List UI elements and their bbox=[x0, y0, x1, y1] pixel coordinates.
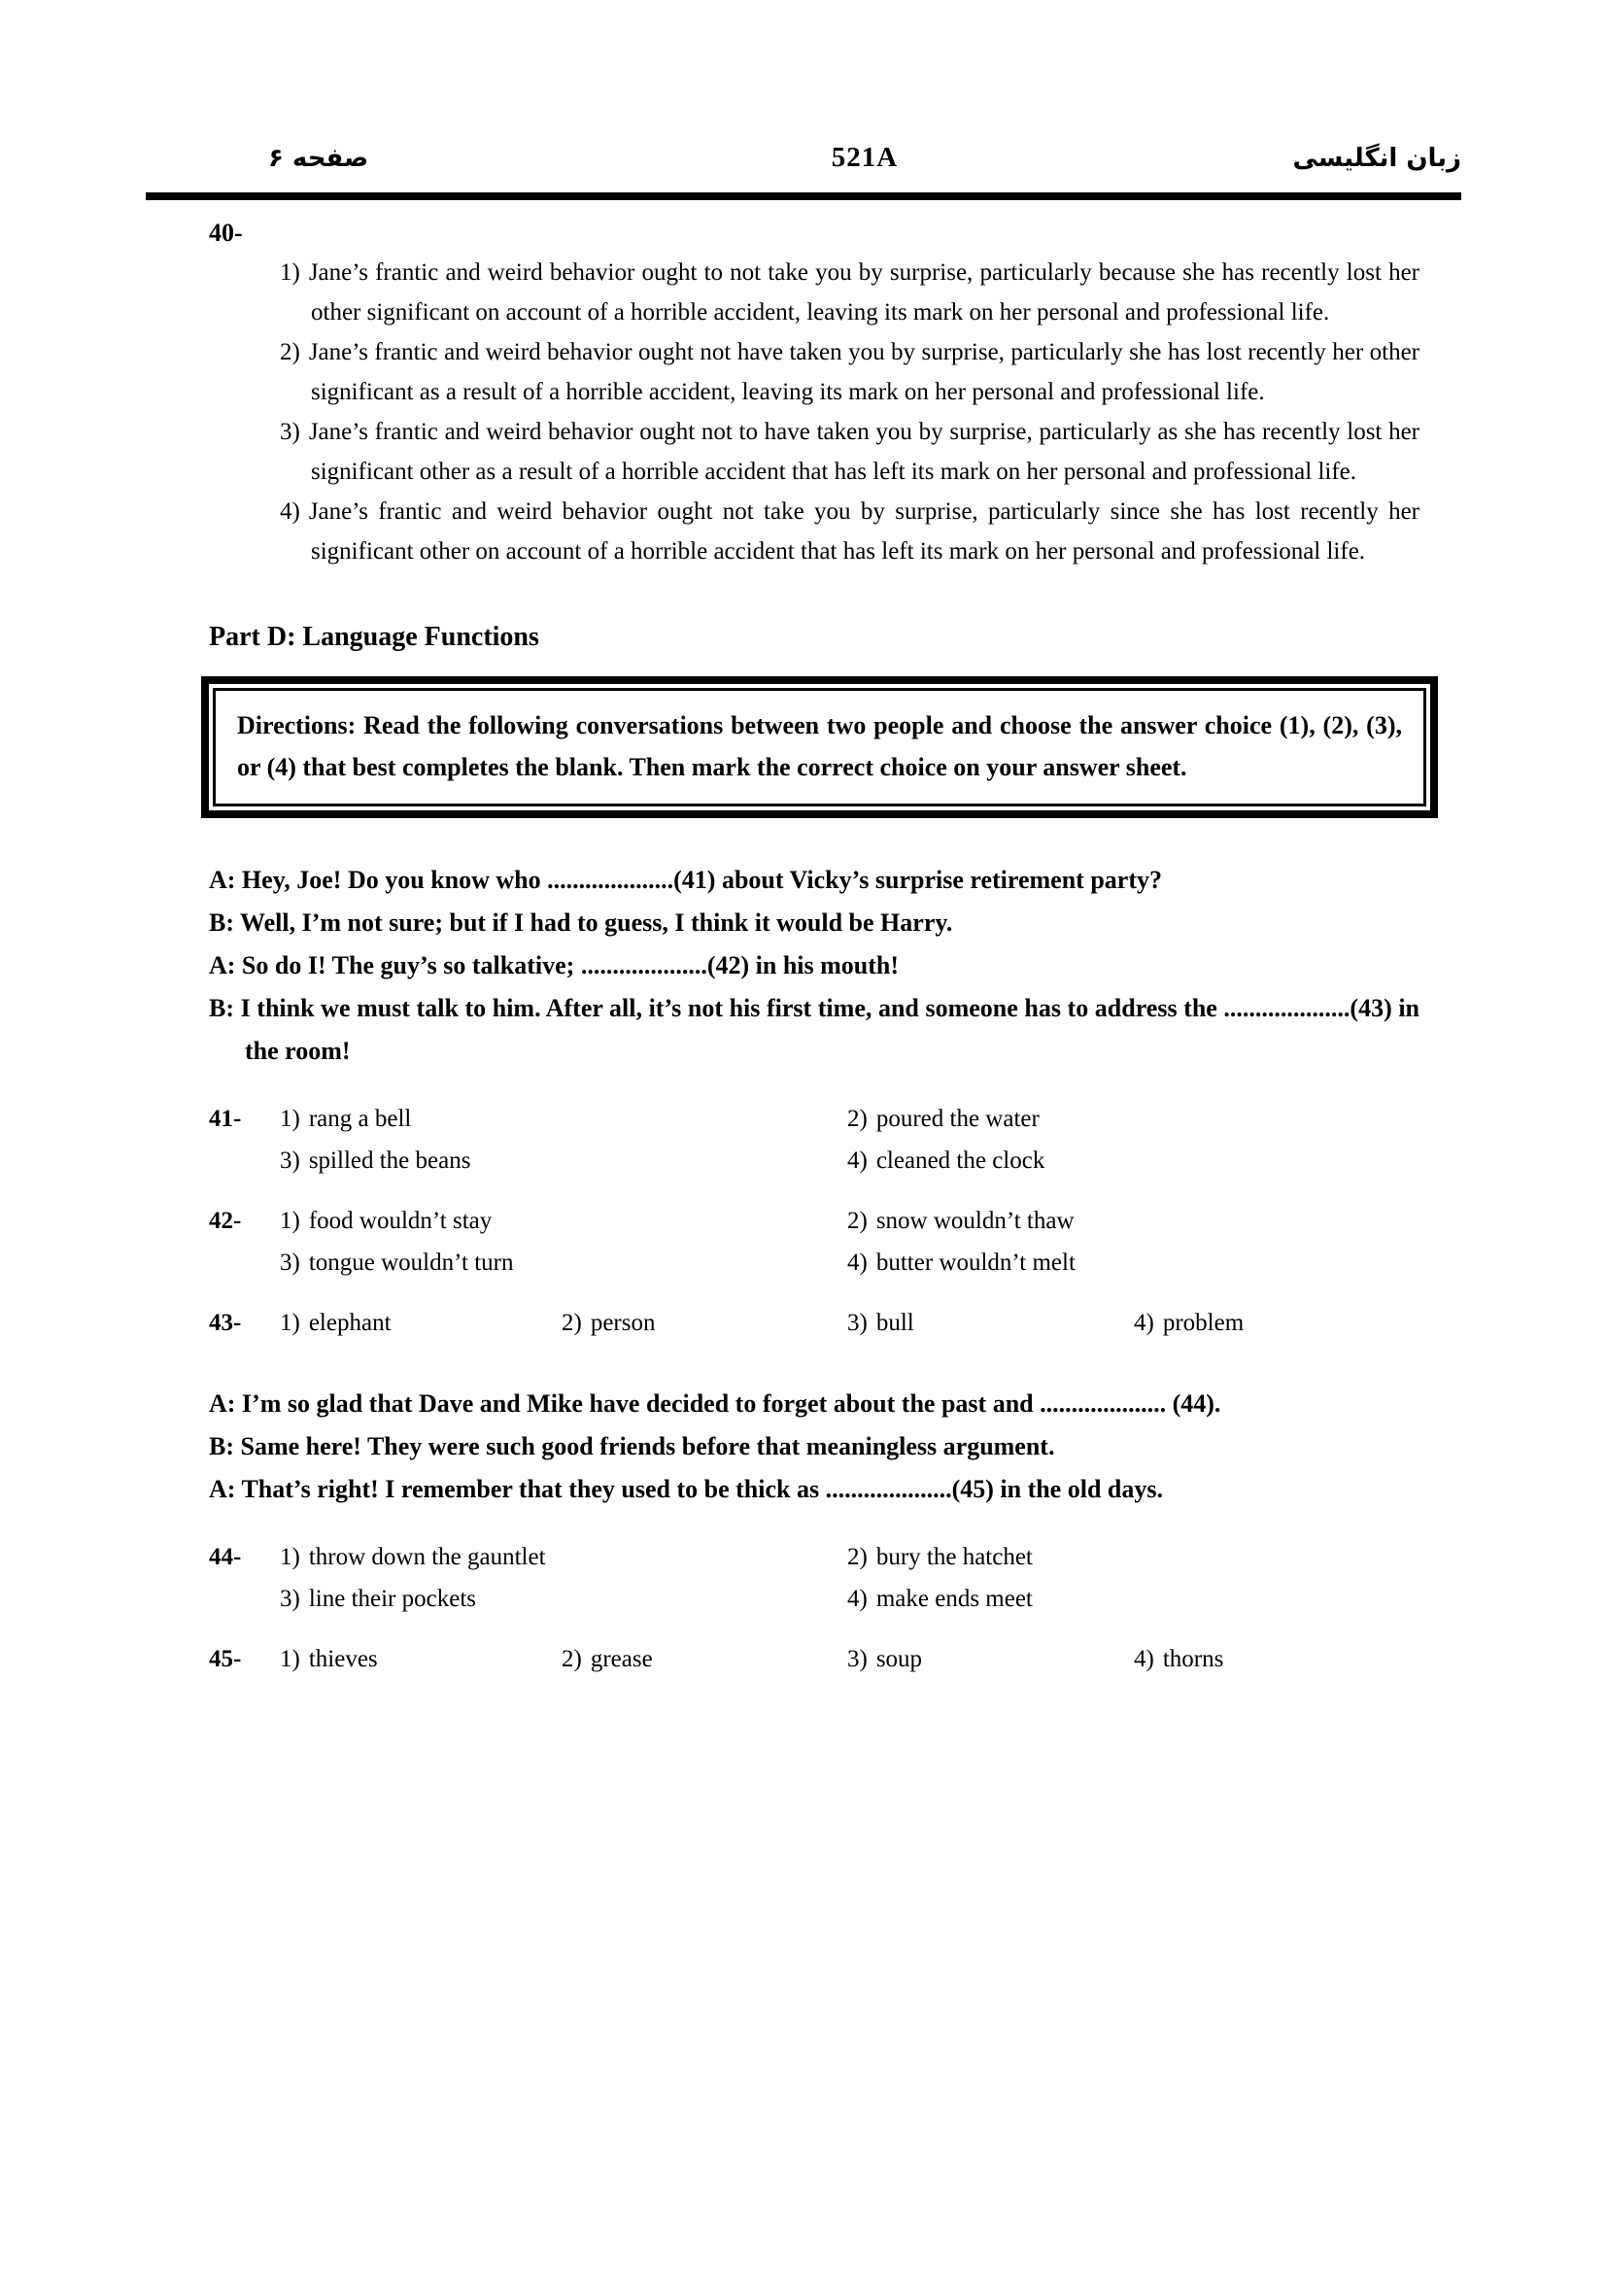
answer-option bbox=[847, 1302, 1134, 1344]
option-label: 2) bbox=[562, 1310, 582, 1336]
option-text: line their pockets bbox=[308, 1586, 476, 1612]
conversation-line: B: Same here! They were such good friends before that meaningless argument. bbox=[209, 1432, 1055, 1460]
directions-box-inner bbox=[213, 688, 1426, 806]
option-text: person bbox=[590, 1310, 656, 1336]
option-text: food wouldn’t stay bbox=[308, 1208, 493, 1234]
question-44 bbox=[209, 1536, 1419, 1620]
page-body bbox=[209, 214, 1419, 1680]
option-label: 2) bbox=[280, 339, 300, 365]
answer-option bbox=[280, 1140, 847, 1182]
option-text: grease bbox=[590, 1646, 653, 1672]
option-label: 4) bbox=[1134, 1646, 1154, 1672]
question-45 bbox=[209, 1638, 1419, 1680]
answer-option bbox=[847, 1098, 1419, 1140]
option-text: soup bbox=[875, 1646, 923, 1672]
conversation-line: A: Hey, Joe! Do you know who ....................(41) about Vicky’s surprise retirement party? bbox=[209, 866, 1162, 894]
header-page-number: صفحه ۶ bbox=[268, 144, 369, 173]
option-label: 3) bbox=[847, 1310, 868, 1336]
answer-option bbox=[1134, 1302, 1419, 1344]
answer-option bbox=[280, 1302, 562, 1344]
option-text: rang a bell bbox=[308, 1106, 412, 1132]
question-40-option-3 bbox=[209, 412, 1419, 492]
option-label: 3) bbox=[847, 1646, 868, 1672]
option-label: 2) bbox=[847, 1208, 868, 1234]
option-label: 2) bbox=[847, 1544, 868, 1570]
option-text: Jane’s frantic and weird behavior ought not have taken you by surprise, particularly she has lost recently her other significant as a result of a horrible accident, leaving its mark on her personal and professional life. bbox=[308, 339, 1419, 405]
question-40-option-4 bbox=[209, 492, 1419, 571]
question-group-44-45 bbox=[209, 1536, 1419, 1680]
option-text: tongue wouldn’t turn bbox=[308, 1250, 514, 1276]
question-43 bbox=[209, 1302, 1419, 1344]
page-header bbox=[146, 0, 1461, 200]
question-43-number: 43- bbox=[209, 1310, 242, 1336]
answer-option bbox=[562, 1302, 847, 1344]
answer-option bbox=[280, 1098, 847, 1140]
option-text: bull bbox=[875, 1310, 914, 1336]
option-text: Jane’s frantic and weird behavior ought not to have taken you by surprise, particularly as she has recently lost her significant other as a result of a horrible accident that has left its mark on her personal and professional life. bbox=[308, 419, 1419, 485]
option-text: thorns bbox=[1162, 1646, 1224, 1672]
option-label: 3) bbox=[280, 1250, 300, 1276]
conversation-line: B: I think we must talk to him. After all, it’s not his first time, and someone has to address the ....................(43) in the room! bbox=[209, 994, 1419, 1065]
conversation-line: A: That’s right! I remember that they used to be thick as ....................(45) in the old days. bbox=[209, 1475, 1163, 1503]
option-text: butter wouldn’t melt bbox=[875, 1250, 1076, 1276]
option-text: poured the water bbox=[875, 1106, 1040, 1132]
question-42-number: 42- bbox=[209, 1208, 242, 1234]
option-text: bury the hatchet bbox=[875, 1544, 1033, 1570]
question-40-option-1 bbox=[209, 253, 1419, 332]
answer-option bbox=[847, 1638, 1134, 1680]
question-41 bbox=[209, 1098, 1419, 1182]
answer-option bbox=[280, 1200, 847, 1242]
option-label: 1) bbox=[280, 1208, 300, 1234]
question-42 bbox=[209, 1200, 1419, 1284]
option-text: thieves bbox=[308, 1646, 378, 1672]
option-text: snow wouldn’t thaw bbox=[875, 1208, 1075, 1234]
option-text: cleaned the clock bbox=[875, 1148, 1045, 1174]
question-41-number: 41- bbox=[209, 1106, 242, 1132]
option-text: spilled the beans bbox=[308, 1148, 471, 1174]
question-40 bbox=[209, 214, 1419, 571]
question-43-options bbox=[280, 1302, 1419, 1344]
option-label: 3) bbox=[280, 1586, 300, 1612]
option-text: Jane’s frantic and weird behavior ought not take you by surprise, particularly since she has lost recently her significant other on account of a horrible accident that has left its mark on her personal and professional life. bbox=[308, 498, 1419, 565]
answer-option bbox=[847, 1578, 1419, 1620]
option-text: make ends meet bbox=[875, 1586, 1033, 1612]
option-label: 1) bbox=[280, 1544, 300, 1570]
answer-option bbox=[280, 1578, 847, 1620]
option-label: 2) bbox=[562, 1646, 582, 1672]
conversation-1 bbox=[209, 859, 1419, 1073]
option-label: 4) bbox=[847, 1250, 868, 1276]
option-label: 4) bbox=[280, 498, 300, 525]
option-text: problem bbox=[1162, 1310, 1245, 1336]
option-text: elephant bbox=[308, 1310, 392, 1336]
question-45-options bbox=[280, 1638, 1419, 1680]
option-text: throw down the gauntlet bbox=[308, 1544, 546, 1570]
answer-option bbox=[847, 1200, 1419, 1242]
question-44-number: 44- bbox=[209, 1544, 242, 1570]
directions-text: Directions: Read the following conversations between two people and choose the answer choice (1), (2), (3), or (4) that best completes the blank. Then mark the correct choice on your answer sheet. bbox=[237, 711, 1402, 781]
option-label: 4) bbox=[847, 1148, 868, 1174]
option-label: 1) bbox=[280, 259, 300, 286]
question-40-number: 40- bbox=[209, 219, 243, 247]
conversation-line: A: I’m so glad that Dave and Mike have decided to forget about the past and .................... (44). bbox=[209, 1389, 1221, 1418]
answer-option bbox=[562, 1638, 847, 1680]
conversation-line: B: Well, I’m not sure; but if I had to guess, I think it would be Harry. bbox=[209, 908, 953, 937]
answer-option bbox=[1134, 1638, 1419, 1680]
option-text: Jane’s frantic and weird behavior ought to not take you by surprise, particularly because she has recently lost her other significant on account of a horrible accident, leaving its mark on her personal and professional life. bbox=[308, 259, 1419, 326]
conversation-2 bbox=[209, 1383, 1419, 1511]
question-44-options bbox=[280, 1536, 1419, 1620]
question-group-41-43 bbox=[209, 1098, 1419, 1344]
answer-option bbox=[847, 1536, 1419, 1578]
option-label: 1) bbox=[280, 1646, 300, 1672]
option-label: 4) bbox=[1134, 1310, 1154, 1336]
header-booklet-code: 521A bbox=[831, 142, 899, 173]
question-40-option-2 bbox=[209, 332, 1419, 412]
directions-box bbox=[201, 676, 1438, 818]
answer-option bbox=[280, 1638, 562, 1680]
option-label: 1) bbox=[280, 1106, 300, 1132]
answer-option bbox=[847, 1242, 1419, 1284]
answer-option bbox=[280, 1242, 847, 1284]
question-45-number: 45- bbox=[209, 1646, 242, 1672]
part-d-heading: Part D: Language Functions bbox=[209, 622, 539, 652]
option-label: 4) bbox=[847, 1586, 868, 1612]
answer-option bbox=[847, 1140, 1419, 1182]
option-label: 2) bbox=[847, 1106, 868, 1132]
answer-option bbox=[280, 1536, 847, 1578]
question-42-options bbox=[280, 1200, 1419, 1284]
question-41-options bbox=[280, 1098, 1419, 1182]
option-label: 3) bbox=[280, 1148, 300, 1174]
option-label: 1) bbox=[280, 1310, 300, 1336]
option-label: 3) bbox=[280, 419, 300, 445]
header-subject: زبان انگلیسی bbox=[1292, 144, 1462, 173]
conversation-line: A: So do I! The guy’s so talkative; ....................(42) in his mouth! bbox=[209, 951, 900, 979]
